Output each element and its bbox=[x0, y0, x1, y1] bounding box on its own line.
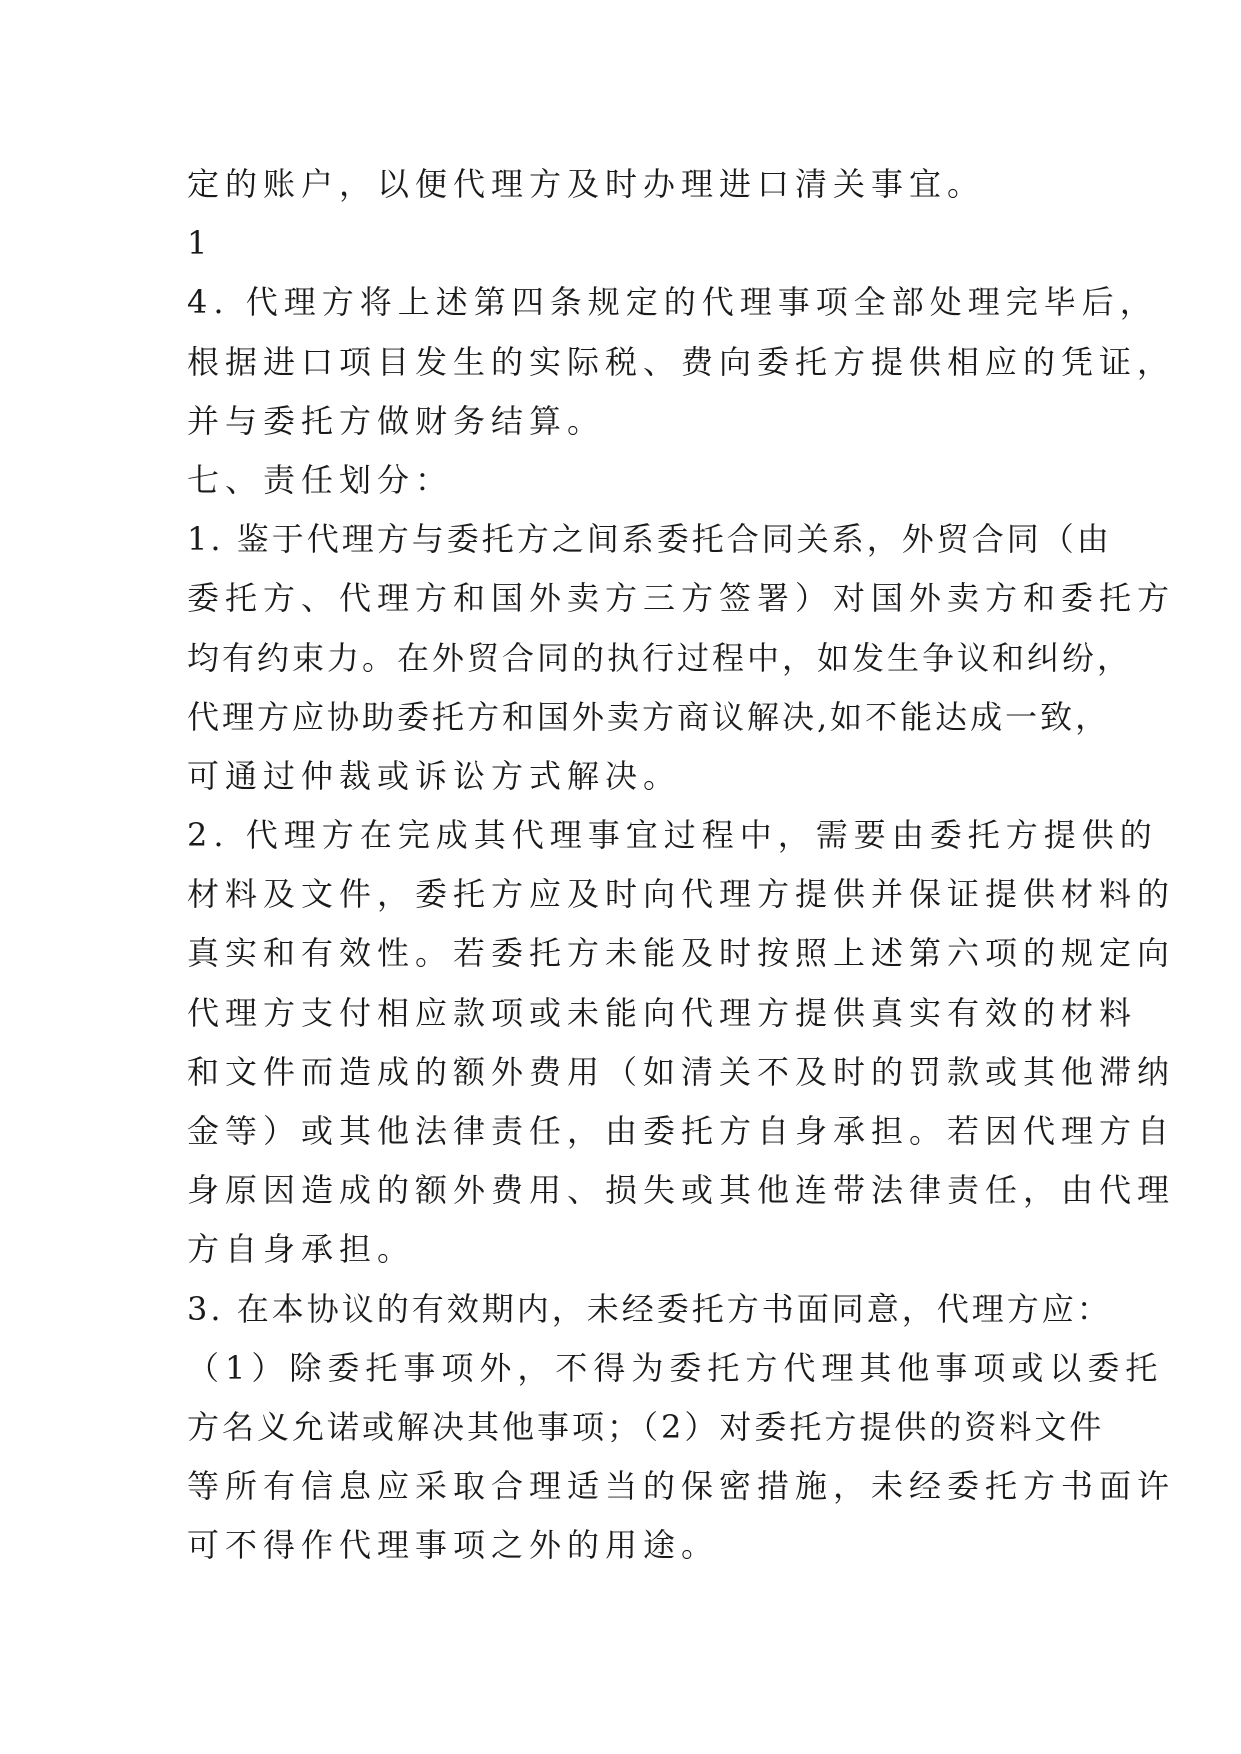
paragraph-line: 材料及文件，委托方应及时向代理方提供并保证提供材料的 bbox=[187, 875, 1176, 914]
paragraph-line: 等所有信息应采取合理适当的保密措施，未经委托方书面许 bbox=[187, 1467, 1176, 1506]
section-heading: 七、责任划分： bbox=[187, 460, 454, 499]
document-body bbox=[187, 155, 1176, 1576]
paragraph-line: 3. 在本协议的有效期内，未经委托方书面同意，代理方应： bbox=[187, 1289, 1112, 1328]
paragraph-line: 和文件而造成的额外费用（如清关不及时的罚款或其他滞纳 bbox=[187, 1052, 1176, 1091]
paragraph-line: 定的账户，以便代理方及时办理进口清关事宜。 bbox=[187, 165, 986, 203]
paragraph-line: 方自身承担。 bbox=[187, 1230, 416, 1269]
paragraph-line: 方名义允诺或解决其他事项；（2）对委托方提供的资料文件 bbox=[187, 1407, 1105, 1446]
paragraph-line: 可不得作代理事项之外的用途。 bbox=[187, 1526, 720, 1565]
paragraph-line: 并与委托方做财务结算。 bbox=[187, 401, 606, 440]
paragraph-line: 委托方、代理方和国外卖方三方签署）对国外卖方和委托方 bbox=[187, 579, 1176, 618]
paragraph-line: 1. 鉴于代理方与委托方之间系委托合同关系，外贸合同（由 bbox=[187, 520, 1112, 559]
paragraph-line: 均有约束力。在外贸合同的执行过程中，如发生争议和纠纷， bbox=[187, 638, 1133, 677]
paragraph-line: 身原因造成的额外费用、损失或其他连带法律责任，由代理 bbox=[187, 1171, 1176, 1210]
paragraph-line: 4. 代理方将上述第四条规定的代理事项全部处理完毕后， bbox=[187, 283, 1158, 322]
paragraph-line: 真实和有效性。若委托方未能及时按照上述第六项的规定向 bbox=[187, 934, 1176, 973]
paragraph-line: （1）除委托事项外，不得为委托方代理其他事项或以委托 bbox=[187, 1348, 1164, 1387]
paragraph-line: 根据进口项目发生的实际税、费向委托方提供相应的凭证， bbox=[187, 342, 1176, 381]
page-number: 1 bbox=[187, 224, 214, 263]
paragraph-line: 代理方支付相应款项或未能向代理方提供真实有效的材料 bbox=[187, 993, 1138, 1032]
paragraph-line: 2. 代理方在完成其代理事宜过程中，需要由委托方提供的 bbox=[187, 816, 1158, 855]
paragraph-line: 金等）或其他法律责任，由委托方自身承担。若因代理方自 bbox=[187, 1112, 1176, 1150]
paragraph-line: 可通过仲裁或诉讼方式解决。 bbox=[187, 756, 682, 795]
paragraph-line: 代理方应协助委托方和国外卖方商议解决,如不能达成一致， bbox=[187, 697, 1111, 736]
